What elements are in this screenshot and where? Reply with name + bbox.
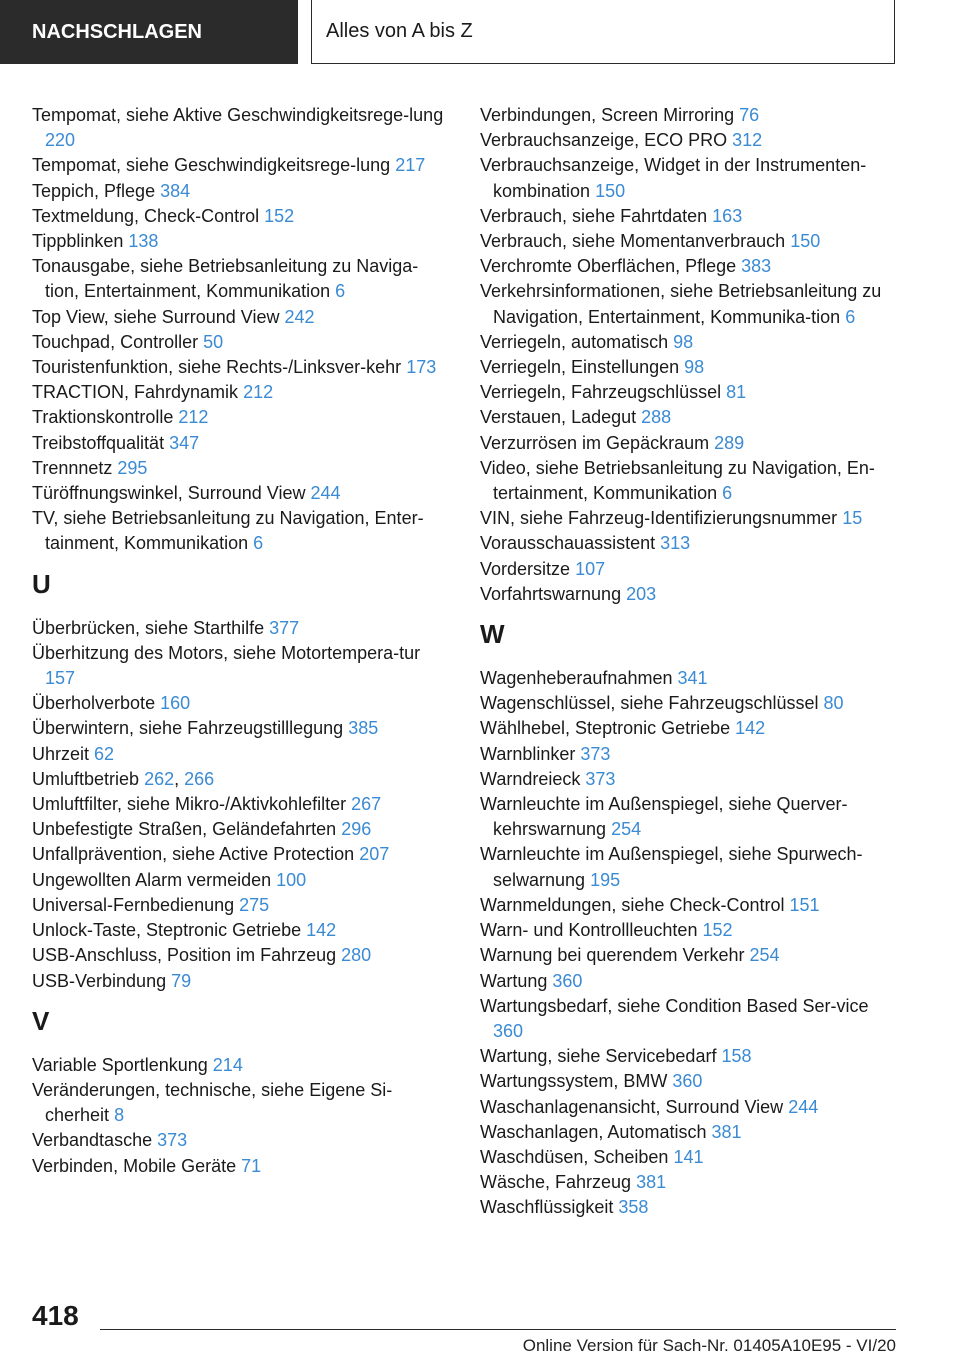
index-entry-term: Wartungsbedarf, siehe Condition Based Ser-vice [480, 995, 869, 1016]
index-entry [480, 229, 900, 254]
page-number: 418 [32, 1300, 79, 1331]
index-entry [32, 1128, 452, 1153]
index-entry-term: Vorausschauassistent [480, 533, 656, 554]
page-reference-link[interactable]: 150 [790, 231, 821, 252]
index-entry [32, 893, 452, 918]
index-entry-term: Variable Sportlenkung [32, 1054, 208, 1075]
page-reference-link[interactable]: 381 [636, 1172, 667, 1193]
index-entry: Umluftbetrieb 262, 266 [32, 768, 215, 789]
index-entry-term: Wartungssystem, BMW [480, 1071, 668, 1092]
index-entry-term: Tempomat, siehe Geschwindigkeitsrege-lung [32, 155, 391, 176]
index-entry [32, 330, 452, 355]
footer-note: Online Version für Sach-Nr. 01405A10E95 - VI/20 [522, 1336, 896, 1355]
index-entry [32, 481, 452, 506]
index-entry-term: Treibstoffqualität [32, 432, 165, 453]
index-column-right [480, 103, 900, 1221]
page-reference-link[interactable]: 50 [203, 331, 224, 352]
index-entry-term: Wagenheberaufnahmen [480, 668, 673, 689]
index-entry [480, 279, 900, 329]
index-entry [480, 666, 900, 691]
index-entry [32, 405, 452, 430]
index-entry-term: Türöffnungswinkel, Surround View [32, 483, 306, 504]
index-entry [32, 641, 452, 691]
index-entry [480, 716, 900, 741]
index-entry [480, 204, 900, 229]
index-entry-term: Verbandtasche [32, 1130, 153, 1151]
index-entry [32, 204, 452, 229]
index-entry [32, 1078, 452, 1128]
page-reference-link[interactable]: 79 [171, 970, 192, 991]
index-entry-term: Verchromte Oberflächen, Pflege [480, 256, 737, 277]
page-footer [0, 1296, 960, 1362]
page-reference-link[interactable]: 358 [618, 1197, 649, 1218]
page-reference-link[interactable]: 381 [711, 1121, 742, 1142]
index-entry [32, 616, 452, 641]
page-reference-link[interactable]: 76 [739, 105, 760, 125]
index-entry-term: Tippblinken [32, 231, 124, 252]
page-reference-link[interactable]: 81 [726, 382, 747, 403]
index-entry-term: Verstauen, Ladegut [480, 407, 637, 428]
index-entry-term: Verkehrsinformationen, siehe Betriebsanleitung zu Navigation, Entertainment, Kommunika-tion [480, 281, 882, 327]
index-letter-heading: U [32, 568, 51, 599]
page-reference-link[interactable]: 360 [672, 1071, 703, 1092]
index-entry [480, 918, 900, 943]
page-reference-link[interactable]: 203 [626, 583, 657, 604]
page-reference-link[interactable]: 347 [169, 432, 200, 453]
index-entry-term: Verriegeln, Einstellungen [480, 357, 680, 378]
page-reference-link[interactable]: 173 [406, 357, 437, 378]
index-entry-term: Wäsche, Fahrzeug [480, 1172, 632, 1193]
page-reference-link[interactable]: 8 [114, 1105, 125, 1126]
index-entry-term: TV, siehe Betriebsanleitung zu Navigation, Enter-tainment, Kommunikation [32, 508, 424, 554]
page-reference-link[interactable]: 360 [552, 970, 583, 991]
index-entry-term: Überbrücken, siehe Starthilfe [32, 617, 265, 638]
page-reference-link[interactable]: 384 [160, 180, 191, 201]
index-entry [32, 943, 452, 968]
index-entry [480, 506, 900, 531]
index-entry-term: Warnung bei querendem Verkehr [480, 945, 745, 966]
page-reference-link[interactable]: 360 [493, 1020, 524, 1041]
index-letter-heading: V [32, 1005, 50, 1036]
index-entry [32, 691, 452, 716]
index-entry [480, 380, 900, 405]
index-entry-term: Uhrzeit [32, 743, 90, 764]
page-reference-link[interactable]: 242 [284, 306, 315, 327]
index-entry [480, 531, 900, 556]
page-reference-link[interactable]: 266 [184, 768, 215, 789]
index-entry [480, 254, 900, 279]
index-entry [480, 405, 900, 430]
page-reference-link[interactable]: 373 [585, 768, 616, 789]
page-reference-link[interactable]: 138 [128, 231, 159, 252]
page-reference-link[interactable]: 195 [590, 869, 621, 890]
index-entry-term: Verzurrösen im Gepäckraum [480, 432, 710, 453]
index-entry [32, 842, 452, 867]
index-entry-term: Waschanlagen, Automatisch [480, 1121, 707, 1142]
index-entry [480, 1044, 900, 1069]
index-entry [32, 355, 452, 380]
index-entry-term: TRACTION, Fahrdynamik [32, 382, 239, 403]
page-reference-link[interactable]: 157 [45, 668, 76, 689]
page-reference-link[interactable]: 71 [241, 1155, 262, 1176]
page-reference-link[interactable]: 141 [673, 1146, 704, 1167]
index-entry [32, 868, 452, 893]
index-entry-term: Warnblinker [480, 743, 576, 764]
index-entry [32, 229, 452, 254]
index-entry-term: Überhitzung des Motors, siehe Motortempera-tur [32, 642, 421, 663]
page-reference-link[interactable]: 15 [842, 508, 863, 529]
page-reference-link[interactable]: 150 [595, 180, 626, 201]
index-entry-term: Warndreieck [480, 768, 581, 789]
index-entry [480, 582, 900, 607]
index-entry [32, 431, 452, 456]
index-entry [32, 305, 452, 330]
index-entry-term: Verriegeln, Fahrzeugschlüssel [480, 382, 722, 403]
index-entry [480, 1145, 900, 1170]
index-entry [480, 557, 900, 582]
index-entry-term: Touristenfunktion, siehe Rechts-/Linksver-kehr [32, 357, 402, 378]
index-entry-term: Waschanlagenansicht, Surround View [480, 1096, 784, 1117]
page-reference-link[interactable]: 142 [306, 920, 337, 941]
page-reference-link[interactable]: 98 [684, 357, 705, 378]
index-entry-term: Top View, siehe Surround View [32, 306, 280, 327]
page-reference-link[interactable]: 158 [721, 1046, 752, 1067]
page-reference-link[interactable]: 214 [212, 1054, 243, 1075]
index-entry-term: Ungewollten Alarm vermeiden [32, 869, 272, 890]
index-entry [480, 893, 900, 918]
index-entry-term: Unbefestigte Straßen, Geländefahrten [32, 819, 337, 840]
index-entry [32, 1154, 452, 1179]
index-column-left [32, 103, 452, 1179]
index-entry-term: Verbrauch, siehe Fahrtdaten [480, 205, 708, 226]
index-entry-term: Trennnetz [32, 457, 113, 478]
index-entry [480, 1120, 900, 1145]
index-entry [480, 1095, 900, 1120]
index-entry [32, 716, 452, 741]
page-reference-link[interactable]: 313 [660, 533, 691, 554]
index-entry [32, 103, 452, 153]
index-entry [32, 742, 452, 767]
page-reference-link[interactable]: 295 [117, 457, 148, 478]
index-entry-term: Tonausgabe, siehe Betriebsanleitung zu Naviga-tion, Entertainment, Kommunikation [32, 256, 419, 302]
index-entry-term: Wählhebel, Steptronic Getriebe [480, 718, 731, 739]
page-reference-link[interactable]: 217 [395, 155, 426, 176]
index-entry [32, 506, 452, 556]
index-entry-term: Teppich, Pflege [32, 180, 156, 201]
index-entry-term: Warnmeldungen, siehe Check-Control [480, 894, 785, 915]
index-entry-term: Wagenschlüssel, siehe Fahrzeugschlüssel [480, 693, 819, 714]
index-entry-term: Überwintern, siehe Fahrzeugstilllegung [32, 718, 344, 739]
page-reference-link[interactable]: 288 [641, 407, 672, 428]
page-reference-link[interactable]: 280 [341, 945, 372, 966]
index-entry-term: Veränderungen, technische, siehe Eigene Si-cherheit [32, 1079, 393, 1126]
index-entry [480, 691, 900, 716]
page-reference-link[interactable]: 6 [253, 533, 264, 554]
page-reference-link[interactable]: 373 [580, 743, 611, 764]
page-reference-link[interactable]: 6 [335, 281, 346, 302]
index-entry [480, 1195, 900, 1220]
index-entry [480, 103, 900, 128]
index-entry [480, 1170, 900, 1195]
index-entry [32, 456, 452, 481]
page-reference-link[interactable]: 107 [575, 558, 606, 579]
page-reference-link[interactable]: 267 [351, 794, 382, 815]
index-entry-term: USB-Verbindung [32, 970, 167, 991]
header-title: Alles von A bis Z [311, 0, 895, 64]
page-reference-link[interactable]: 385 [348, 718, 379, 739]
index-entry-term: Touchpad, Controller [32, 331, 199, 352]
page-reference-link[interactable]: 220 [45, 130, 76, 151]
index-entry [480, 153, 900, 203]
page-reference-link[interactable]: 207 [359, 844, 390, 865]
page-reference-link[interactable]: 152 [264, 205, 295, 226]
index-entry [480, 969, 900, 994]
page-reference-link[interactable]: 244 [788, 1096, 819, 1117]
section-tab: NACHSCHLAGEN [0, 0, 298, 64]
index-entry [32, 380, 452, 405]
index-entry-term: Vordersitze [480, 558, 571, 579]
index-entry-term: Umluftfilter, siehe Mikro-/Aktivkohlefilter [32, 794, 347, 815]
index-entry-term: Warnleuchte im Außenspiegel, siehe Querver-kehrswarnung [480, 794, 848, 840]
index-entry-term: VIN, siehe Fahrzeug-Identifizierungsnummer [480, 508, 838, 529]
page-header [0, 0, 960, 66]
index-entry [480, 431, 900, 456]
index-entry-term: USB-Anschluss, Position im Fahrzeug [32, 945, 337, 966]
page-reference-link[interactable]: 98 [673, 331, 694, 352]
index-entry [32, 153, 452, 178]
page-reference-link[interactable]: 100 [276, 869, 307, 890]
index-entry [32, 179, 452, 204]
index-entry [480, 792, 900, 842]
page-reference-link[interactable]: 341 [677, 668, 708, 689]
page-reference-link[interactable]: 142 [735, 718, 766, 739]
index-entry-term: Verbrauchsanzeige, Widget in der Instrumenten-kombination [480, 155, 867, 201]
index-entry [480, 994, 900, 1044]
page-reference-link[interactable]: 212 [178, 407, 209, 428]
index-entry [480, 456, 900, 506]
page-reference-link[interactable]: 289 [714, 432, 745, 453]
index-entry [480, 330, 900, 355]
footer-rule [100, 1329, 896, 1330]
index-letter-heading: W [480, 619, 505, 650]
page-reference-link[interactable]: 254 [611, 819, 642, 840]
index-entry [480, 355, 900, 380]
index-entry-term: Wartung [480, 970, 548, 991]
index-entry-term: Überholverbote [32, 693, 156, 714]
index-entry [32, 792, 452, 817]
index-entry [32, 969, 452, 994]
page-reference-link[interactable]: 6 [722, 483, 733, 504]
page-reference-link[interactable]: 151 [789, 894, 820, 915]
index-entry-term: Tempomat, siehe Aktive Geschwindigkeitsrege-lung [32, 105, 444, 125]
page-reference-link[interactable]: 6 [845, 306, 856, 327]
index-entry [480, 943, 900, 968]
index-entry [480, 128, 900, 153]
index-entry-term: Universal-Fernbedienung [32, 894, 235, 915]
index-entry [32, 254, 452, 304]
index-entry-term: Unlock-Taste, Steptronic Getriebe [32, 920, 302, 941]
page-reference-link[interactable]: 383 [741, 256, 772, 277]
page-reference-link[interactable]: 254 [749, 945, 780, 966]
index-entry-term: Video, siehe Betriebsanleitung zu Navigation, En-tertainment, Kommunikation [480, 457, 875, 504]
index-entry-term: Traktionskontrolle [32, 407, 174, 428]
index-entry-term: Wartung, siehe Servicebedarf [480, 1046, 717, 1067]
page-reference-link[interactable]: 62 [94, 743, 115, 764]
index-entry [32, 1053, 452, 1078]
page-reference-link[interactable]: 244 [310, 483, 341, 504]
page-reference-link[interactable]: 212 [243, 382, 274, 403]
index-entry [32, 817, 452, 842]
page-reference-link[interactable]: 160 [160, 693, 191, 714]
index-entry [480, 1069, 900, 1094]
page-reference-link[interactable]: 152 [702, 920, 733, 941]
index-entry-term: Umluftbetrieb [32, 768, 140, 789]
index-entry [480, 742, 900, 767]
page-reference-link[interactable]: 262 [144, 768, 175, 789]
index-entry [32, 918, 452, 943]
index-entry-term: Verbinden, Mobile Geräte [32, 1155, 237, 1176]
page-reference-link[interactable]: 163 [712, 205, 743, 226]
page-reference-link[interactable]: 377 [269, 617, 300, 638]
index-entry-term: Verriegeln, automatisch [480, 331, 669, 352]
page-reference-link[interactable]: 80 [823, 693, 844, 714]
index-entry-term: Waschdüsen, Scheiben [480, 1146, 669, 1167]
index-entry [480, 767, 900, 792]
index-entry-term: Verbindungen, Screen Mirroring [480, 105, 735, 125]
page-reference-link[interactable]: 373 [157, 1130, 188, 1151]
page-reference-link[interactable]: 275 [239, 894, 270, 915]
index-entry-term: Textmeldung, Check-Control [32, 205, 260, 226]
index-entry-term: Vorfahrtswarnung [480, 583, 622, 604]
index-entry-term: Waschflüssigkeit [480, 1197, 614, 1218]
index-entry [480, 842, 900, 892]
page-reference-link[interactable]: 296 [341, 819, 372, 840]
page-reference-link[interactable]: 312 [732, 130, 763, 151]
index-entry-term: Verbrauch, siehe Momentanverbrauch [480, 231, 786, 252]
index-entry-term: Verbrauchsanzeige, ECO PRO [480, 130, 728, 151]
index-entry-term: Unfallprävention, siehe Active Protection [32, 844, 355, 865]
index-entry-term: Warn- und Kontrollleuchten [480, 920, 698, 941]
index-entry-term: Warnleuchte im Außenspiegel, siehe Spurwech-selwarnung [480, 844, 863, 890]
